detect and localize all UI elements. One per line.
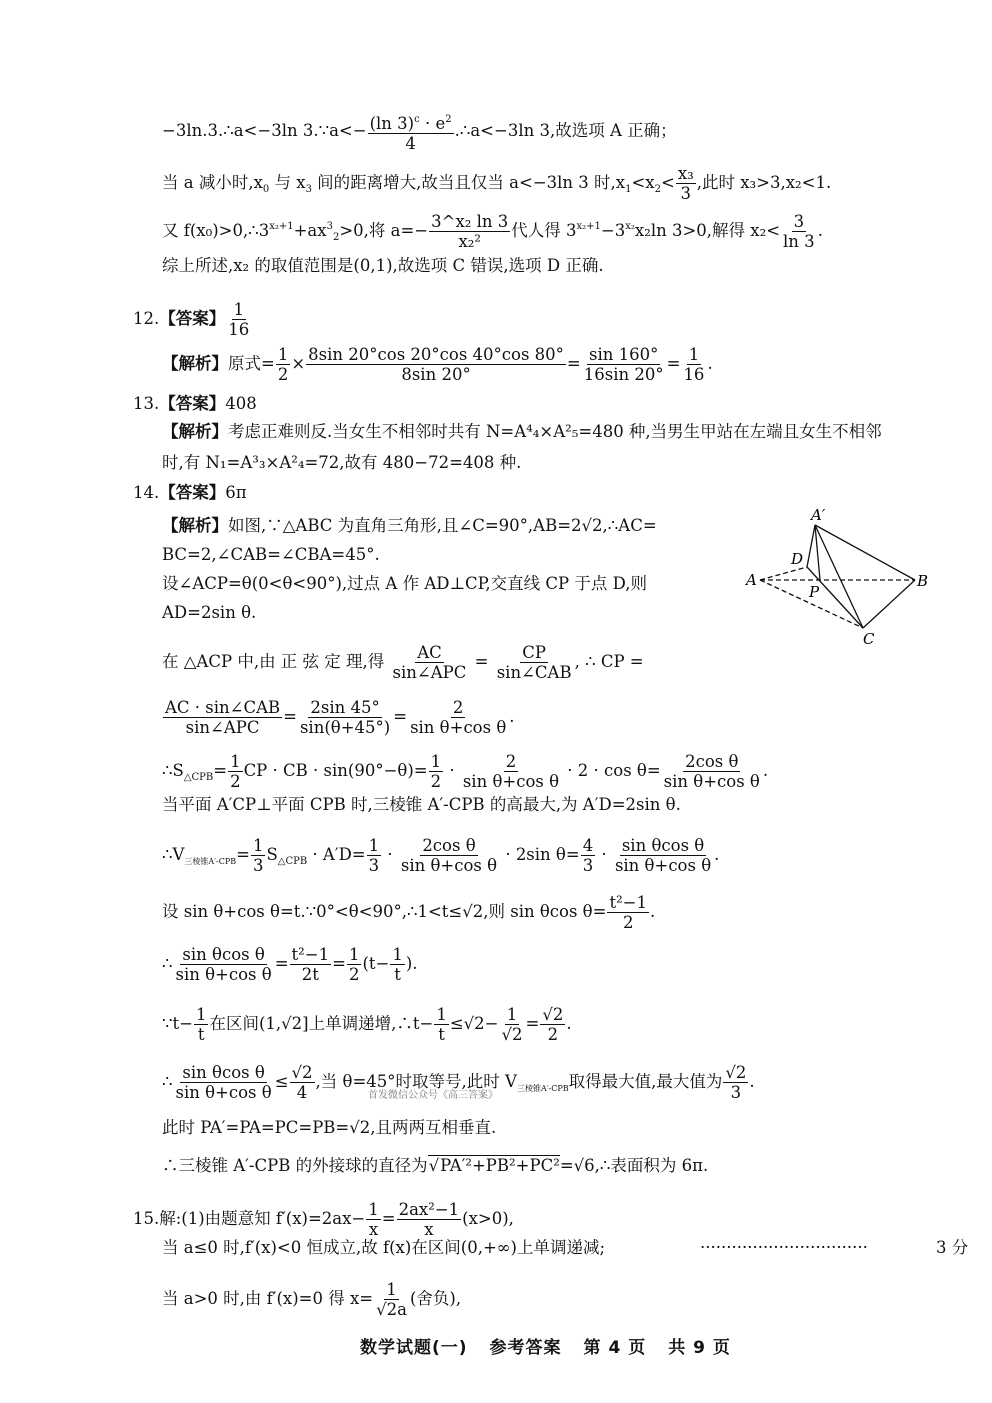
question-number: 14.	[133, 483, 160, 502]
fraction	[723, 1063, 748, 1102]
text-line	[162, 945, 418, 984]
text: ,当 θ=45°时取等号,此时 V	[315, 1072, 517, 1091]
fraction	[226, 300, 251, 339]
denominator: √2a	[376, 1300, 407, 1319]
fraction	[613, 836, 713, 875]
denominator: x₂²	[458, 232, 481, 251]
denominator: sin∠CAB	[496, 663, 572, 682]
fraction	[495, 643, 574, 682]
question-15	[133, 1200, 514, 1239]
denominator: x	[424, 1220, 434, 1239]
numerator: 2sin 45°	[310, 698, 380, 717]
text: 设 sin θ+cos θ=t.∵0°<θ<90°,∴1<t≤√2,则 sin θcos θ=	[162, 902, 607, 921]
fraction	[408, 698, 508, 737]
denominator: 2	[348, 965, 360, 984]
fraction	[391, 643, 469, 682]
numerator: √2	[725, 1063, 747, 1082]
text: 解:(1)由题意知 f′(x)=2ax−	[159, 1209, 366, 1228]
text: ∵t−	[162, 1014, 193, 1033]
label-c: C	[863, 630, 875, 648]
numerator: 1	[195, 1005, 207, 1024]
numerator: 1	[688, 345, 700, 364]
text-line	[162, 1156, 708, 1176]
text: =	[381, 1209, 396, 1228]
numerator: 2	[505, 752, 517, 771]
question-13-explanation	[162, 422, 882, 442]
label-b: B	[917, 572, 929, 590]
numerator: sin θcos θ	[621, 836, 705, 855]
denominator: √2	[501, 1025, 523, 1044]
numerator: 1	[277, 345, 289, 364]
numerator: 1	[430, 752, 442, 771]
subscript: 三棱锥A′-CPB	[184, 857, 237, 866]
fraction	[290, 945, 332, 984]
superscript: x₂	[625, 221, 635, 232]
denominator: sin∠APC	[185, 718, 260, 737]
text: .	[749, 1072, 755, 1091]
fraction	[540, 1005, 565, 1044]
text: 间的距离增大,故当且仅当 a<−3ln 3 时,x	[311, 173, 626, 192]
numerator: 8sin 20°cos 20°cos 40°cos 80°	[308, 345, 564, 364]
text: (舍负),	[409, 1289, 462, 1308]
text: =	[332, 954, 346, 973]
subscript: 2	[332, 232, 340, 243]
denominator: t	[438, 1025, 445, 1044]
question-number: 15.	[133, 1209, 160, 1228]
text-line: 综上所述,x₂ 的取值范围是(0,1),故选项 C 错误,选项 D 正确.	[162, 256, 604, 275]
fraction	[399, 836, 499, 875]
fraction	[194, 1005, 209, 1044]
fraction	[290, 1063, 315, 1102]
numerator: 2	[452, 698, 464, 717]
numerator: 1	[230, 752, 241, 771]
label-a-prime: A′	[811, 506, 826, 524]
fraction	[434, 1005, 449, 1044]
subscript: 1	[625, 184, 632, 195]
superscript: 3	[326, 221, 333, 232]
text: 取得最大值,最大值为	[568, 1072, 723, 1091]
fraction	[347, 945, 362, 984]
text-line	[162, 1238, 605, 1258]
text-line	[162, 893, 655, 932]
label-p: P	[809, 583, 820, 601]
text: <	[661, 173, 675, 192]
explanation-tag: 【解析】	[162, 516, 228, 535]
text: =	[666, 354, 681, 373]
text: 当 a>0 时,由 f′(x)=0 得 x=	[162, 1289, 374, 1308]
denominator: sin∠APC	[392, 663, 467, 682]
numerator: 1	[348, 945, 360, 964]
edge-a1-d	[807, 525, 815, 567]
text: =	[525, 1014, 540, 1033]
denominator: t	[394, 965, 401, 984]
fraction	[298, 698, 392, 737]
answer-value: 6π	[225, 483, 247, 502]
denominator: sin θ+cos θ	[663, 772, 760, 791]
text: ∴	[162, 1072, 173, 1091]
text: · A′D=	[307, 845, 366, 864]
denominator: 2	[430, 772, 442, 791]
text: 又 f(x₀)>0,∴3	[162, 221, 270, 240]
text: .	[817, 221, 823, 240]
denominator: ln 3	[783, 232, 815, 251]
denominator: 4	[296, 1083, 308, 1102]
denominator: sin θ+cos θ	[614, 856, 712, 875]
answer-tag: 【答案】	[159, 483, 226, 502]
text: ∴V	[162, 845, 185, 864]
question-number: 13.	[133, 394, 160, 413]
denominator: 2	[547, 1025, 559, 1044]
text-line	[162, 1005, 572, 1044]
text: ∴	[162, 954, 173, 973]
edge-a1-c	[815, 525, 863, 628]
text: .	[566, 1014, 572, 1033]
text-line: 此时 PA′=PA=PC=PB=√2,且两两互相垂直.	[162, 1118, 497, 1137]
numerator: AC	[417, 643, 442, 662]
text: =	[274, 954, 289, 973]
denominator: sin θ+cos θ	[175, 1083, 272, 1102]
text-line	[162, 164, 831, 203]
question-12-answer	[133, 300, 252, 339]
text: =	[566, 354, 581, 373]
numerator: √2	[291, 1063, 313, 1082]
text-line	[162, 643, 644, 682]
numerator: 1	[436, 1005, 447, 1024]
text-line	[162, 1280, 461, 1319]
text: .	[762, 761, 769, 780]
numerator: AC · sin∠CAB	[165, 698, 281, 717]
text: .	[650, 902, 656, 921]
fraction	[681, 345, 706, 384]
text-line: BC=2,∠CAB=∠CBA=45°.	[162, 545, 380, 564]
numerator: t²−1	[609, 893, 648, 912]
answer-value: 408	[225, 394, 257, 413]
text: 在 △ACP 中,由 正 弦 定 理,得	[162, 652, 385, 671]
text: −3ln.3.∴a<−3ln 3.∵a<−	[162, 121, 367, 140]
text: ·	[596, 845, 612, 864]
numerator: 2cos θ	[685, 752, 739, 771]
tetrahedron-figure	[745, 500, 940, 650]
fraction	[367, 836, 382, 875]
fraction	[306, 345, 566, 384]
text: =	[236, 845, 250, 864]
fraction	[429, 752, 444, 791]
question-14-answer	[133, 483, 247, 503]
text-line	[162, 212, 823, 251]
explanation-tag: 【解析】	[162, 422, 228, 441]
superscript: 2	[445, 114, 452, 125]
answer-tag: 【答案】	[159, 309, 226, 328]
fraction	[581, 836, 596, 875]
subscript: 3	[305, 184, 312, 195]
numerator: 2ax²−1	[398, 1200, 460, 1219]
edge-b-c	[863, 580, 915, 628]
text: ∴三棱锥 A′-CPB 的外接球的直径为	[162, 1156, 428, 1175]
text-line: 设∠ACP=θ(0<θ<90°),过点 A 作 AD⊥CP,交直线 CP 于点 D,则	[162, 574, 647, 593]
fraction	[676, 164, 696, 203]
fraction	[390, 945, 405, 984]
edge-a-d	[760, 567, 807, 580]
text-line	[162, 110, 677, 153]
text: 与 x	[269, 173, 306, 192]
numerator: 1	[392, 945, 403, 964]
denominator: 3	[252, 856, 264, 875]
fraction	[163, 698, 282, 737]
subscript: 2	[654, 184, 661, 195]
fraction	[251, 836, 266, 875]
text: , ∴ CP =	[574, 652, 644, 671]
numerator: 1	[368, 836, 380, 855]
text: 原式=	[228, 354, 275, 373]
denominator: sin θ+cos θ	[400, 856, 498, 875]
fraction	[174, 945, 274, 984]
text: ×	[291, 354, 306, 373]
score: 3 分	[936, 1238, 969, 1257]
text: 如图,∵△ABC 为直角三角形,且∠C=90°,AB=2√2,∴AC=	[228, 516, 657, 535]
numerator: 1	[386, 1280, 397, 1299]
question-12-explanation	[162, 345, 713, 384]
denominator: 16	[228, 320, 250, 339]
question-number: 12.	[133, 309, 160, 328]
explanation-tag: 【解析】	[162, 354, 228, 373]
denominator: 3	[582, 856, 594, 875]
text: =	[474, 652, 489, 671]
denominator: 3	[680, 184, 692, 203]
denominator: 2t	[301, 965, 319, 984]
numerator: sin θcos θ	[182, 1063, 265, 1082]
numerator: sin θcos θ	[182, 945, 265, 964]
text: ≤√2−	[449, 1014, 499, 1033]
text: +ax	[293, 221, 327, 240]
denominator: sin θ+cos θ	[462, 772, 560, 791]
numerator: 1	[368, 1200, 379, 1219]
fraction	[374, 1280, 409, 1319]
superscript: c	[414, 114, 420, 125]
subscript: 0	[262, 184, 270, 195]
text: .∴a<−3ln 3,故选项 A 正确；	[454, 121, 677, 140]
text: −3	[600, 221, 626, 240]
text: 当 a≤0 时,f′(x)<0 恒成立,故 f(x)在区间(0,+∞)上单调递减;	[162, 1238, 606, 1257]
fraction	[499, 1005, 524, 1044]
fraction	[781, 212, 817, 251]
text: =	[393, 707, 408, 726]
fraction	[429, 212, 510, 251]
denominator: 3	[368, 856, 380, 875]
denominator: 8sin 20°	[401, 365, 471, 384]
text-line: AD=2sin θ.	[162, 603, 257, 622]
denominator: sin θ+cos θ	[410, 718, 507, 737]
text: =	[213, 761, 228, 780]
numerator: t²−1	[291, 945, 330, 964]
fraction	[368, 110, 454, 153]
text: =	[283, 707, 297, 726]
watermark: 首发微信公众号《高三答案》	[368, 1090, 498, 1101]
superscript: x₂+1	[576, 221, 601, 232]
text: 考虑正难则反.当女生不相邻时共有 N=A⁴₄×A²₅=480 种,当男生甲站在左端且女生不相邻	[228, 422, 882, 441]
denominator: 2	[230, 772, 241, 791]
text: =√6,∴表面积为 6π.	[559, 1156, 709, 1175]
text-line: 时,有 N₁=A³₃×A²₄=72,故有 480−72=408 种.	[162, 453, 522, 472]
denominator: 2	[277, 365, 289, 384]
answer-tag: 【答案】	[159, 394, 226, 413]
text-line	[162, 698, 515, 737]
numerator: 3^x₂ ln 3	[431, 212, 509, 231]
text: x₂ln 3>0,解得 x₂<	[634, 221, 781, 240]
text: · 2sin θ=	[500, 845, 580, 864]
text: .	[509, 707, 515, 726]
text: (x>0),	[462, 1209, 514, 1228]
denominator: 4	[405, 134, 416, 153]
label-a: A	[746, 571, 757, 589]
text: CP · CB · sin(90°−θ)=	[243, 761, 428, 780]
numerator: 1	[252, 836, 264, 855]
text: .	[707, 354, 713, 373]
fraction	[174, 1063, 274, 1102]
denominator: t	[197, 1025, 205, 1044]
denominator: 16sin 20°	[583, 365, 664, 384]
text-line	[162, 836, 719, 875]
numerator: CP	[522, 643, 547, 662]
edge-a1-b	[815, 525, 915, 580]
denominator: 3	[730, 1083, 742, 1102]
numerator: sin 160°	[588, 345, 659, 364]
numerator: x₃	[677, 164, 694, 183]
text: (t−	[362, 954, 390, 973]
footer-page: 第 4 页	[583, 1338, 647, 1358]
denominator: 16	[683, 365, 705, 384]
text: S	[266, 845, 278, 864]
text: .	[714, 845, 720, 864]
footer-total: 共 9 页	[668, 1338, 731, 1358]
fraction	[366, 1200, 381, 1239]
text-line: 当平面 A′CP⊥平面 CPB 时,三棱锥 A′-CPB 的高最大,为 A′D=2sin θ.	[162, 795, 681, 814]
text: 当 a 减小时,x	[162, 173, 263, 192]
text: ,此时 x₃>3,x₂<1.	[696, 173, 832, 192]
question-13-answer	[133, 394, 257, 414]
fraction	[228, 752, 243, 791]
numerator-part: · e	[419, 114, 446, 133]
square-root: √ PA′²+PB²+PC²	[428, 1155, 560, 1175]
text-line	[162, 752, 768, 791]
numerator: 1	[233, 300, 244, 319]
denominator: sin(θ+45°)	[299, 718, 391, 737]
numerator: 1	[506, 1005, 518, 1024]
footer-subject: 数学试题(一)	[360, 1338, 468, 1358]
fraction	[582, 345, 666, 384]
label-d: D	[791, 550, 804, 568]
fraction	[276, 345, 291, 384]
fraction	[607, 893, 649, 932]
text: <x	[631, 173, 655, 192]
text: ).	[405, 954, 418, 973]
text: 代人得 3	[511, 221, 577, 240]
numerator: √2	[542, 1005, 564, 1024]
denominator: sin θ+cos θ	[175, 965, 272, 984]
text: ·	[444, 761, 460, 780]
denominator: x	[368, 1220, 379, 1239]
numerator: (ln 3)	[369, 114, 415, 133]
footer-type: 参考答案	[489, 1338, 562, 1358]
text: · 2 · cos θ=	[562, 761, 661, 780]
text: 在区间(1,√2]上单调递增,∴t−	[209, 1014, 434, 1033]
text: ≤	[274, 1072, 289, 1091]
denominator: 2	[622, 913, 634, 932]
superscript: x₂+1	[269, 221, 294, 232]
numerator: 3	[793, 212, 805, 231]
numerator: 4	[582, 836, 594, 855]
page-footer	[360, 1333, 753, 1358]
text: ·	[382, 845, 398, 864]
fraction	[397, 1200, 462, 1239]
fraction	[461, 752, 561, 791]
subscript: △CPB	[277, 856, 308, 867]
subscript: 三棱锥A′-CPB	[516, 1084, 569, 1093]
subscript: △CPB	[183, 772, 214, 783]
text: >0,将 a=−	[339, 221, 429, 240]
text: ∴S	[162, 761, 184, 780]
numerator: 2cos θ	[422, 836, 476, 855]
question-14-explanation	[162, 516, 657, 536]
leader-dots: ································	[700, 1238, 868, 1257]
fraction	[662, 752, 762, 791]
